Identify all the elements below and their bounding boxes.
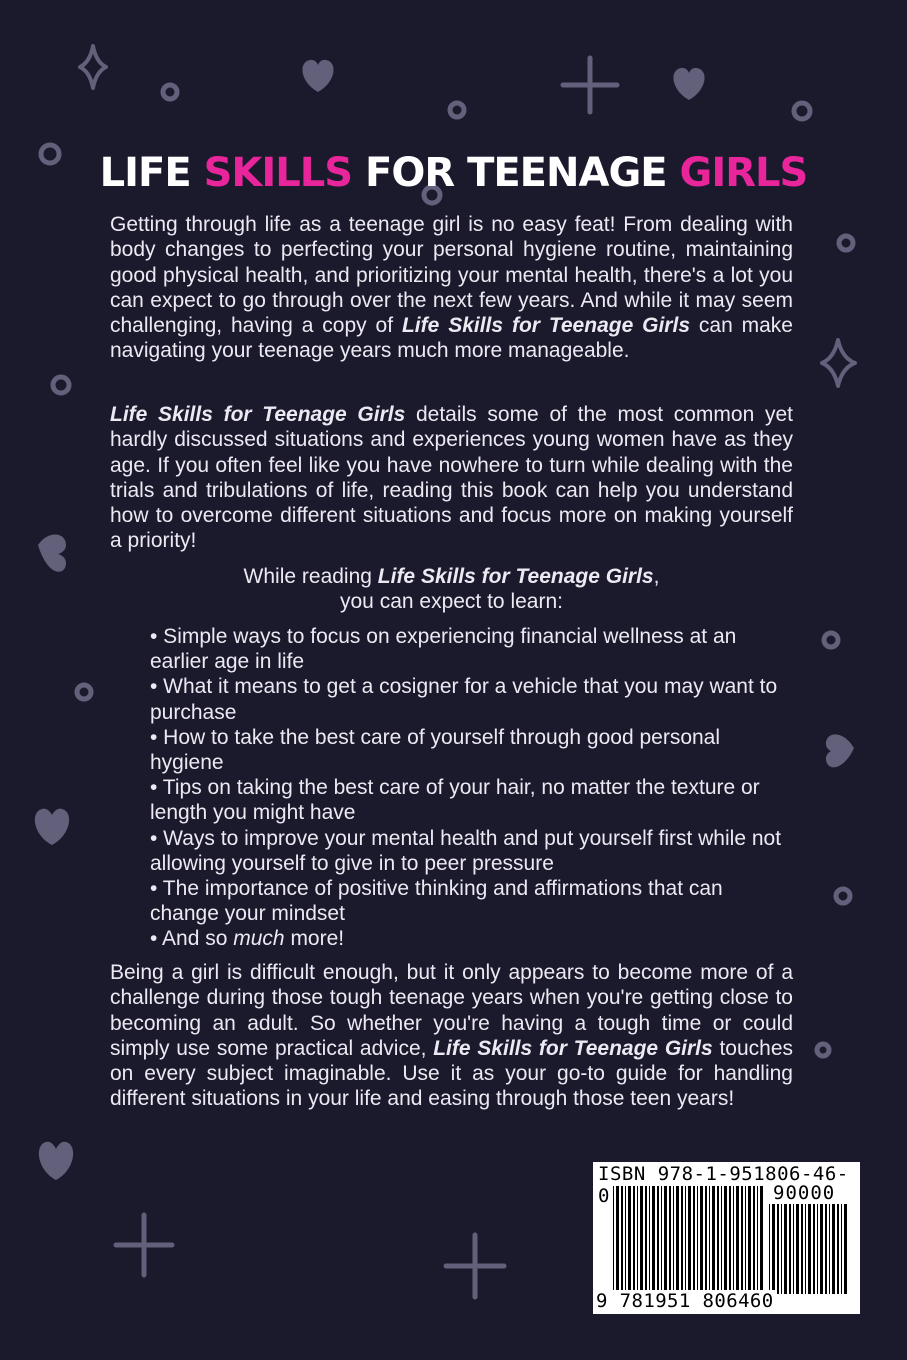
ring-icon [450, 103, 464, 117]
barcode-bar [789, 1204, 791, 1294]
barcode-bar [733, 1186, 734, 1294]
barcode-bar [693, 1186, 695, 1294]
sparkle-icon [80, 46, 106, 88]
barcode-bar [832, 1204, 835, 1294]
barcode-bar [645, 1186, 647, 1294]
barcode-bar [661, 1186, 662, 1294]
barcode-bar [729, 1186, 731, 1294]
isbn-label: ISBN 978-1-951806-46-0 [598, 1163, 849, 1207]
list-item: • How to take the best care of yourself through good personal hygiene [150, 725, 721, 775]
closing-paragraph [110, 960, 793, 1112]
barcode-bar [621, 1186, 623, 1294]
heart-icon [826, 734, 854, 767]
intro-text: While reading [243, 565, 378, 588]
barcode-bar [705, 1186, 707, 1294]
barcode-bar [748, 1186, 751, 1294]
barcode-bar [793, 1204, 794, 1294]
barcode-bar [712, 1186, 715, 1294]
paragraph-text: Getting through life as a teenage girl is no easy feat! From dealing with body changes to perfecting your personal hygiene routine, maintaining good physical health, and prioritizing your mental health, there's a lot you can expect to go through over the next few years. And while it may seem challenging, having a copy of [110, 213, 793, 338]
title-word-life: LIFE [99, 150, 204, 196]
barcode-bar [649, 1186, 650, 1294]
barcode-bar [760, 1186, 763, 1294]
title-word-girls: GIRLS [679, 150, 808, 196]
barcode-bar [796, 1204, 799, 1294]
barcode-bar [837, 1204, 839, 1294]
list-item: • The importance of positive thinking and affirmations that can change your mindset [150, 877, 723, 926]
details-paragraph [110, 402, 793, 554]
barcode-bar [657, 1186, 659, 1294]
book-title-mention: Life Skills for Teenage Girls [401, 314, 690, 338]
ean-barcode-bars [613, 1186, 763, 1294]
barcode-bar [825, 1204, 827, 1294]
barcode-bar [841, 1204, 842, 1294]
isbn-barcode [593, 1162, 860, 1314]
addon-barcode-bars [769, 1204, 849, 1294]
barcode-bar [613, 1186, 614, 1294]
barcode-bar [736, 1186, 739, 1294]
barcode-bar [820, 1204, 823, 1294]
heart-icon [673, 68, 704, 100]
barcode-bar [745, 1186, 746, 1294]
barcode-bar [685, 1186, 686, 1294]
list-item-emphasis: much [233, 927, 285, 951]
barcode-bar [777, 1204, 779, 1294]
barcode-bar [817, 1204, 818, 1294]
barcode-bar [673, 1186, 674, 1294]
ring-icon [53, 377, 69, 393]
barcode-bar [753, 1186, 755, 1294]
ring-icon [824, 633, 838, 647]
ring-icon [77, 685, 91, 699]
barcode-bar [724, 1186, 727, 1294]
barcode-bar [697, 1186, 698, 1294]
paragraph-text: can make navigating your teenage years much more manageable. [110, 314, 793, 363]
barcode-bar [616, 1186, 619, 1294]
barcode-bar [757, 1186, 758, 1294]
barcode-bar [681, 1186, 683, 1294]
barcode-bar [844, 1204, 847, 1294]
list-item-text: more! [284, 927, 345, 951]
barcode-bar [709, 1186, 710, 1294]
barcode-bar [772, 1204, 775, 1294]
barcode-bar [625, 1186, 626, 1294]
barcode-bar [717, 1186, 719, 1294]
list-item: • What it means to get a cosigner for a vehicle that you may want to purchase [150, 675, 778, 724]
barcode-bar [664, 1186, 667, 1294]
plus-icon [116, 1215, 172, 1275]
book-title [0, 150, 907, 196]
list-item: • Ways to improve your mental health and put yourself first while not allowing yourself to give in to peer pressure [150, 826, 782, 875]
paragraph-text: touches on every subject imaginable. Use it as your go-to guide for handling different situations in your life and easing through those teen years! [110, 1036, 794, 1111]
barcode-bar [669, 1186, 671, 1294]
paragraph-text: details some of the most common yet hardly discussed situations and experiences young women have as they age. If you often feel like you have nowhere to turn while dealing with the trials and tribulations of life, reading this book can help you understand how to overcome different situations and focus more on making yourself a priority! [110, 403, 793, 553]
barcode-bar [640, 1186, 643, 1294]
ring-icon [817, 1044, 829, 1056]
title-words-for-teenage: FOR TEENAGE [352, 150, 680, 196]
list-item-text: • And so [150, 927, 234, 951]
barcode-bar [676, 1186, 679, 1294]
barcode-bar [700, 1186, 703, 1294]
book-title-mention: Life Skills for Teenage Girls [110, 403, 406, 426]
addon-price-digits: 90000 [773, 1182, 836, 1204]
ring-icon [836, 889, 850, 903]
book-title-mention: Life Skills for Teenage Girls [377, 565, 654, 588]
ring-icon [163, 85, 177, 99]
barcode-bar [721, 1186, 722, 1294]
barcode-bar [741, 1186, 743, 1294]
barcode-bar [781, 1204, 782, 1294]
barcode-bar [769, 1204, 770, 1294]
barcode-bar [688, 1186, 691, 1294]
barcode-bar [633, 1186, 635, 1294]
barcode-bar [805, 1204, 806, 1294]
ring-icon [794, 103, 810, 119]
title-word-skills: SKILLS [203, 150, 353, 196]
heart-icon [35, 809, 69, 845]
paragraph-text: Being a girl is difficult enough, but it only appears to become more of a challenge during those tough teenage years when you're getting close to becoming an adult. So whether you're having a tough time or could simply use some practical advice, [110, 961, 793, 1060]
learning-list [150, 624, 793, 952]
barcode-bar [813, 1204, 815, 1294]
plus-icon [446, 1235, 504, 1297]
barcode-bar [829, 1204, 830, 1294]
list-item: • Simple ways to focus on experiencing financial wellness at an earlier age in life [150, 625, 737, 674]
list-item [150, 926, 793, 951]
barcode-bar [808, 1204, 811, 1294]
sparkle-icon [822, 340, 855, 386]
learn-intro [110, 564, 793, 615]
intro-text: , [653, 565, 660, 588]
heart-icon [38, 534, 66, 571]
barcode-bar [628, 1186, 631, 1294]
intro-text-line2: you can expect to learn: [340, 590, 563, 614]
barcode-bar [801, 1204, 803, 1294]
heart-icon [302, 60, 333, 92]
intro-paragraph [110, 212, 793, 364]
book-title-mention: Life Skills for Teenage Girls [433, 1036, 713, 1060]
barcode-bar [652, 1186, 655, 1294]
barcode-bar [784, 1204, 787, 1294]
plus-icon [563, 58, 617, 112]
barcode-bar [637, 1186, 638, 1294]
heart-icon [39, 1142, 73, 1180]
ring-icon [839, 236, 853, 250]
ean-digits: 9 781951 806460 [596, 1290, 774, 1312]
list-item: • Tips on taking the best care of your hair, no matter the texture or length you might have [150, 776, 760, 825]
